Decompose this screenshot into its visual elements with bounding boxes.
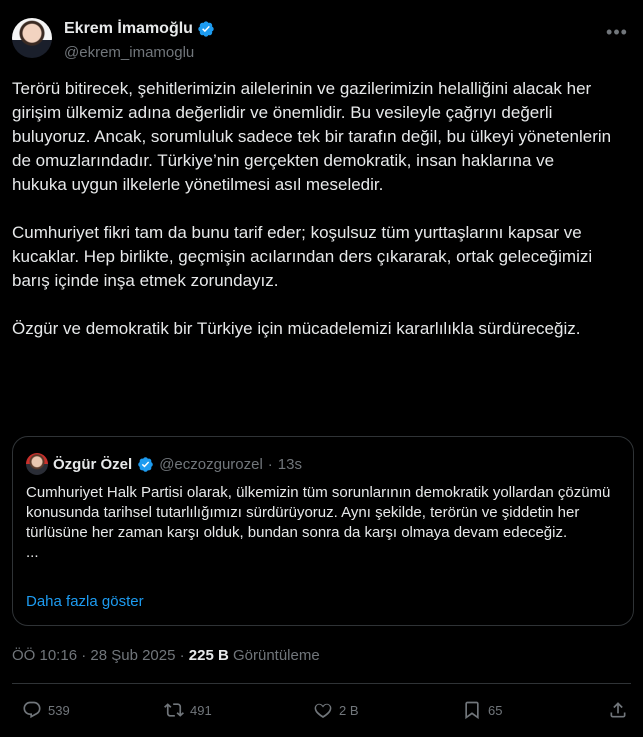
divider — [12, 683, 631, 684]
reply-icon — [22, 700, 42, 720]
quoted-tweet[interactable] — [12, 436, 634, 626]
action-bar — [12, 696, 631, 728]
author-avatar[interactable] — [12, 18, 52, 58]
show-more-link[interactable]: Daha fazla göster — [26, 593, 144, 610]
verified-badge-icon — [137, 456, 154, 473]
tweet-header — [12, 14, 631, 66]
quoted-author-handle: @eczozgurozel — [159, 455, 263, 473]
verified-badge-icon — [197, 20, 215, 38]
bookmark-icon — [462, 700, 482, 720]
quoted-author-avatar — [26, 453, 48, 475]
like-button[interactable] — [313, 700, 359, 720]
bookmark-button[interactable] — [462, 700, 502, 720]
share-button[interactable] — [608, 700, 628, 720]
views-count: 225 B — [188, 647, 229, 664]
author-name[interactable]: Ekrem İmamoğlu — [64, 20, 193, 37]
repost-count: 491 — [190, 702, 212, 718]
like-icon — [313, 700, 333, 720]
share-icon — [608, 700, 628, 720]
reply-button[interactable] — [22, 700, 70, 720]
tweet-timestamp[interactable]: ÖÖ 10:16 · 28 Şub 2025 · — [12, 647, 189, 664]
views-label: Görüntüleme — [228, 647, 320, 664]
tweet-meta — [12, 647, 320, 664]
more-icon[interactable]: ••• — [606, 22, 628, 42]
quoted-author-name: Özgür Özel — [53, 455, 133, 473]
quoted-timestamp: 13s — [277, 455, 302, 473]
quoted-tweet-text: Cumhuriyet Halk Partisi olarak, ülkemizin tüm sorunlarının demokratik yollardan çözümü konusunda tarihsel tutarlılığımızı sürdürüyoruz. Aynı şekilde, terörün ve şiddetin her türlüsüne her zaman karşı olduk, bundan sonra da karşı olmaya devam edeceğiz. ... — [26, 484, 611, 561]
author-name-row — [64, 20, 215, 38]
tweet-text: Terörü bitirecek, şehitlerimizin ailelerinin ve gazilerimizin helalliğini alacak her girişim ülkemiz adına değerlidir ve önemlidir. Bu vesileyle çağrıyı değerli buluyoruz. Ancak, sorumluluk sadece tek bir tarafın değil, bu ülkeyi yönetenlerin de omuzlarındadır. Türkiye’nin gerçekten demokratik, insan haklarına ve hukuka uygun ilkelerle yönetilmesi asıl meseledir. Cumhuriyet fikri tam da bunu tarif eder; koşulsuz tüm yurttaşlarını kapsar ve kucaklar. Hep birlikte, geçmişin acılarından ders çıkararak, ortak geleceğimizi barış içinde inşa etmek zorundayız. Özgür ve demokratik bir Türkiye için mücadelemizi kararlılıkla sürdüreceğiz. — [12, 79, 612, 338]
bookmark-count: 65 — [488, 702, 503, 718]
quoted-separator: · — [267, 455, 273, 473]
repost-button[interactable] — [164, 700, 212, 720]
author-handle[interactable]: @ekrem_imamoglu — [64, 44, 195, 61]
like-count: 2 B — [339, 702, 359, 718]
reply-count: 539 — [48, 702, 70, 718]
quoted-tweet-header — [26, 453, 302, 475]
repost-icon — [164, 700, 184, 720]
